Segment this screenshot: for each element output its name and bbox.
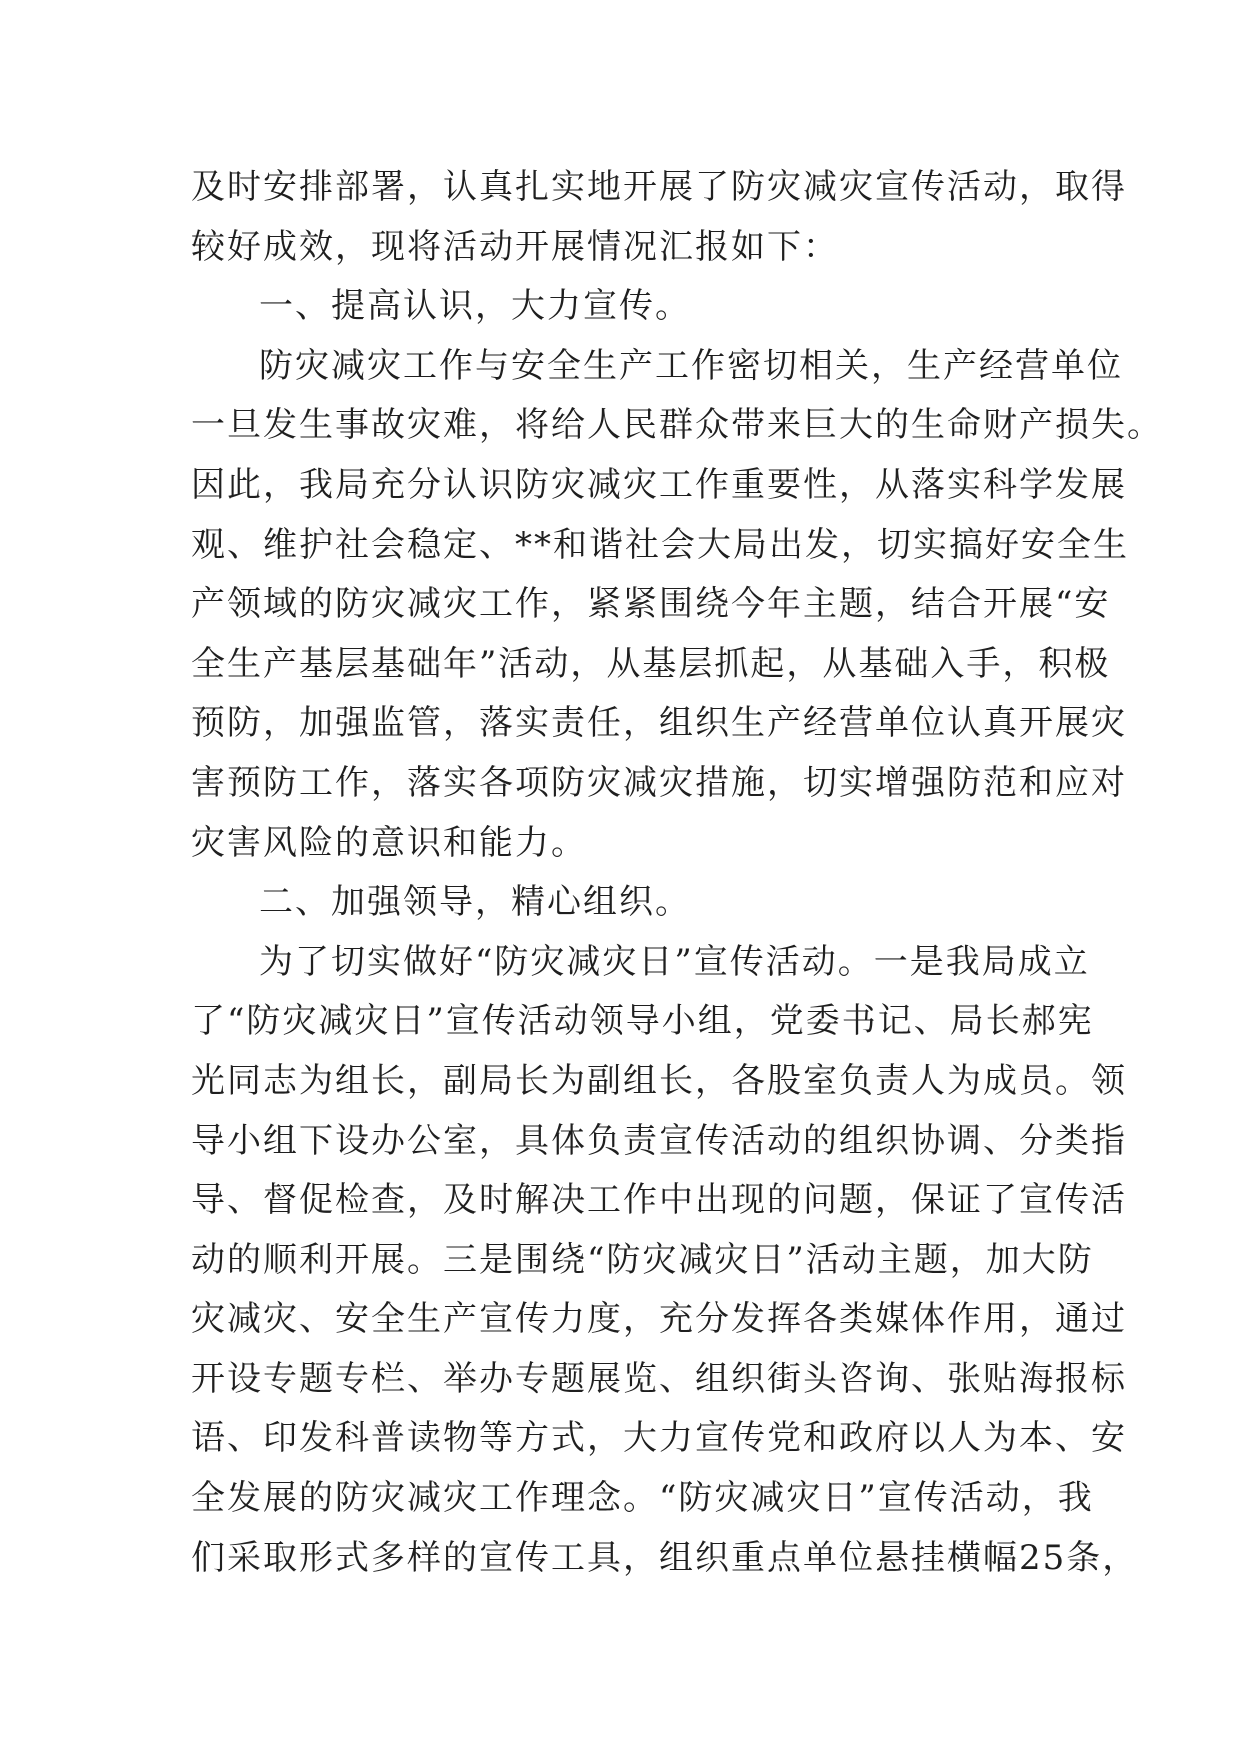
text-line: 灾减灾、安全生产宣传力度，充分发挥各类媒体作用，通过	[191, 1299, 1127, 1340]
text-line: 为了切实做好“防灾减灾日”宣传活动。一是我局成立	[259, 941, 1090, 982]
text-line: 全生产基层基础年”活动，从基层抓起，从基础入手，积极	[191, 643, 1111, 684]
text-line: 产领域的防灾减灾工作，紧紧围绕今年主题，结合开展“安	[191, 584, 1111, 625]
text-line: 了“防灾减灾日”宣传活动领导小组，党委书记、局长郝宪	[191, 1001, 1094, 1042]
text-line: 灾害风险的意识和能力。	[191, 822, 587, 863]
text-line: 观、维护社会稳定、**和谐社会大局出发，切实搞好安全生	[191, 524, 1129, 565]
text-line: 全发展的防灾减灾工作理念。“防灾减灾日”宣传活动，我	[191, 1478, 1094, 1519]
text-line: 及时安排部署，认真扎实地开展了防灾减灾宣传活动，取得	[191, 167, 1127, 207]
text-line: 因此，我局充分认识防灾减灾工作重要性，从落实科学发展	[191, 464, 1127, 505]
text-line: 动的顺利开展。三是围绕“防灾减灾日”活动主题，加大防	[191, 1239, 1094, 1280]
text-line: 较好成效，现将活动开展情况汇报如下：	[191, 226, 839, 267]
section-heading: 二、加强领导，精心组织。	[259, 882, 691, 923]
text-line: 开设专题专栏、举办专题展览、组织街头咨询、张贴海报标	[191, 1358, 1127, 1399]
text-line: 一旦发生事故灾难，将给人民群众带来巨大的生命财产损失。	[191, 405, 1163, 446]
text-line: 语、印发科普读物等方式，大力宣传党和政府以人为本、安	[191, 1418, 1127, 1459]
text-line: 们采取形式多样的宣传工具，组织重点单位悬挂横幅25条，	[191, 1537, 1139, 1578]
text-line: 预防，加强监管，落实责任，组织生产经营单位认真开展灾	[191, 703, 1127, 744]
text-line: 防灾减灾工作与安全生产工作密切相关，生产经营单位	[259, 345, 1123, 386]
text-line: 导、督促检查，及时解决工作中出现的问题，保证了宣传活	[191, 1180, 1127, 1221]
text-line: 害预防工作，落实各项防灾减灾措施，切实增强防范和应对	[191, 762, 1127, 803]
section-heading: 一、提高认识，大力宣传。	[259, 286, 691, 327]
text-line: 光同志为组长，副局长为副组长，各股室负责人为成员。领	[191, 1060, 1127, 1101]
text-line: 导小组下设办公室，具体负责宣传活动的组织协调、分类指	[191, 1120, 1127, 1161]
body-text	[191, 158, 1163, 1588]
